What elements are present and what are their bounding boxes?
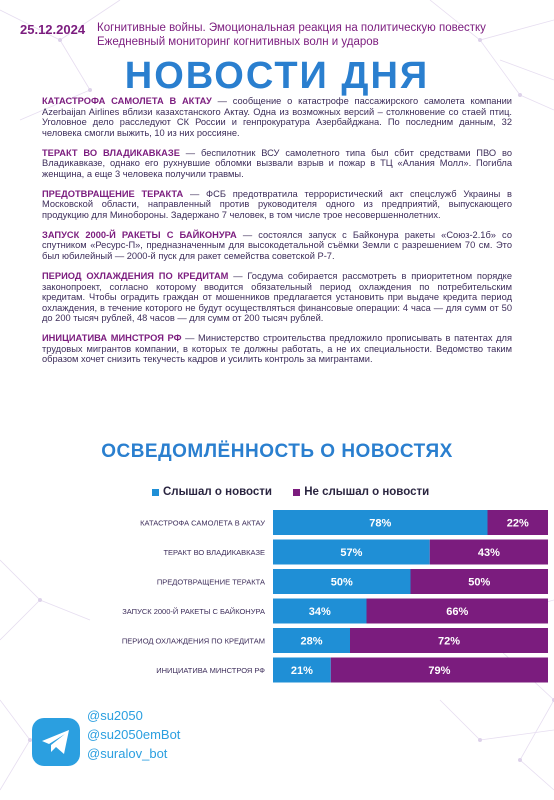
- news-body: — сообщение о катастрофе пассажирского самолета компании Azerbaijan Airlines вблизи казахстанского Актау. Одна из возможных версий – столкновение со стаей птиц. Уголовное дело расследуют СК России и генпрокуратура Азербайджана. По последним данным, 32 человека смогли выжить, 10 из них россияне.: [42, 96, 512, 138]
- news-item: [42, 230, 512, 262]
- category-label: ПЕРИОД ОХЛАЖДЕНИЯ ПО КРЕДИТАМ: [121, 636, 265, 646]
- bar-value-label: 22%: [506, 517, 529, 530]
- report-date: 25.12.2024: [20, 22, 86, 37]
- category-label: ЗАПУСК 2000-Й РАКЕТЫ С БАЙКОНУРА: [122, 607, 265, 616]
- news-item: [42, 148, 512, 180]
- news-body: — Министерство строительства предложило прописывать в патентах для трудовых мигрантов компании, в которых те должны работать, а не их специальности. Ведомство таким образом хочет снизить текучесть кадров и усилить контроль за мигрантами.: [42, 333, 513, 365]
- news-item: [42, 189, 512, 221]
- news-body: — состоялся запуск с Байконура ракеты «Союз-2.1б» со спутником «Ресурс-П», предназначенным для высокодетальной съёмки Земли с разрешением 70 см. Это был юбилейный — 2000-й пуск для ракет семейства советской Р-7.: [42, 229, 512, 262]
- page-title: НОВОСТИ ДНЯ: [124, 55, 430, 97]
- news-body: — Госдума собирается рассмотреть в приоритетном порядке законопроект, согласно которому вводится обязательный период охлаждения по потребительским кредитам. Чтобы оградить граждан от мошенников предлагается установить при выдаче кредита период охлаждения, в течение которого не будут осуществляться финансовые операции: 4 часа — для сумм от 50 до 200 тысяч рублей, 48 часов — для сумм от 200 тысяч рублей.: [42, 270, 512, 324]
- news-headline: ПЕРИОД ОХЛАЖДЕНИЯ ПО КРЕДИТАМ: [42, 270, 229, 281]
- bar-value-label: 72%: [437, 635, 461, 648]
- telegram-icon: [32, 718, 80, 766]
- handle-link[interactable]: @suralov_bot: [87, 746, 168, 761]
- bar-value-label: 43%: [477, 547, 500, 559]
- bar-value-label: 66%: [446, 606, 469, 618]
- handle-link[interactable]: @su2050emBot: [87, 727, 181, 742]
- chart-legend: [152, 486, 447, 499]
- handle-link[interactable]: @su2050: [87, 708, 143, 723]
- chart-title: ОСВЕДОМЛЁННОСТЬ О НОВОСТЯХ: [101, 441, 453, 462]
- bar-value-label: 78%: [369, 517, 392, 530]
- legend-label-not-heard: Не слышал о новости: [304, 486, 430, 498]
- legend-item-not-heard: [293, 486, 429, 498]
- legend-swatch-heard: [152, 489, 159, 496]
- news-item: [42, 96, 512, 138]
- category-label: ПРЕДОТВРАЩЕНИЕ ТЕРАКТА: [156, 577, 265, 587]
- news-body: — беспилотник ВСУ самолетного типа был сбит средствами ПВО во Владикавказе, однако его рухнувшие обломки вызвали взрыв и пожар в ТЦ «Алания Молл». Погибла женщина, а еще 3 человека получили травмы.: [42, 147, 512, 179]
- category-label: ИНИЦИАТИВА МИНСТРОЯ РФ: [156, 666, 265, 675]
- news-headline: КАТАСТРОФА САМОЛЕТА В АКТАУ: [42, 96, 212, 106]
- bar-value-label: 21%: [290, 665, 313, 677]
- legend-swatch-not-heard: [293, 489, 300, 496]
- category-label: ТЕРАКТ ВО ВЛАДИКАВКАЗЕ: [163, 548, 265, 557]
- news-headline: ТЕРАКТ ВО ВЛАДИКАВКАЗЕ: [42, 147, 180, 158]
- news-item: [42, 271, 512, 324]
- news-headline: ПРЕДОТВРАЩЕНИЕ ТЕРАКТА: [42, 188, 184, 199]
- bar-value-label: 28%: [300, 635, 323, 648]
- bar-value-label: 50%: [468, 576, 491, 589]
- news-headline: ИНИЦИАТИВА МИНСТРОЯ РФ: [42, 333, 182, 344]
- category-label: КАТАСТРОФА САМОЛЕТА В АКТАУ: [140, 518, 265, 528]
- bar-value-label: 79%: [428, 665, 451, 677]
- legend-label-heard: Слышал о новости: [163, 486, 272, 498]
- stacked-bar-chart: [0, 500, 554, 700]
- header-subtitle: [97, 22, 486, 49]
- header-line-2: Ежедневный мониторинг когнитивных волн и ударов: [97, 35, 379, 48]
- news-headline: ЗАПУСК 2000-Й РАКЕТЫ С БАЙКОНУРА: [42, 229, 237, 240]
- news-list: [42, 96, 512, 373]
- legend-item-heard: [152, 486, 272, 498]
- header-line-1: Когнитивные войны. Эмоциональная реакция на политическую повестку: [97, 22, 486, 34]
- news-item: [42, 333, 512, 365]
- bar-value-label: 57%: [340, 547, 363, 559]
- bar-value-label: 34%: [308, 606, 331, 618]
- telegram-handles: [87, 706, 180, 763]
- news-body: — ФСБ предотвратила террористический акт спецслужб Украины в Московской области, направленный против руководителя одного из предприятий, выпускающего продукцию для Минобороны. Задержано 7 человек, в том числе трое несовершеннолетних.: [42, 188, 512, 220]
- bar-value-label: 50%: [330, 576, 353, 589]
